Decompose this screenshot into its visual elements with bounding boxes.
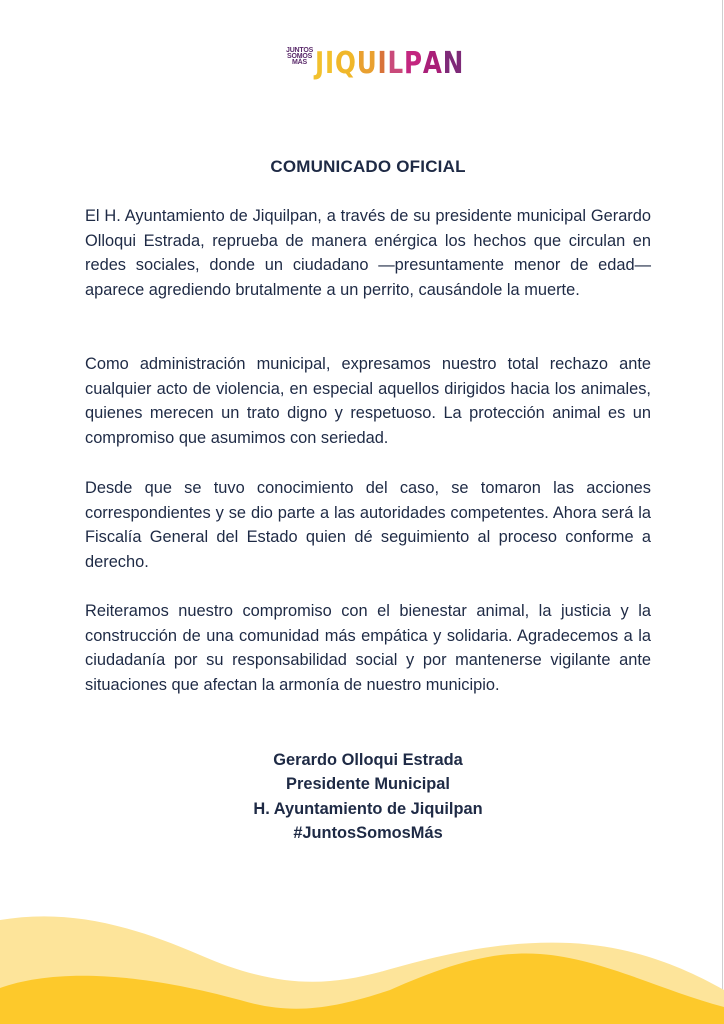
logo-letter: L: [387, 46, 405, 81]
logo-letter: I: [325, 46, 336, 81]
logo-tagline-line: MÁS: [292, 59, 308, 66]
logo-letter: I: [377, 46, 388, 81]
campaign-hashtag: #JuntosSomosMás: [293, 824, 443, 843]
logo-tagline-line: JUNTOS: [286, 47, 314, 54]
logo-letter: A: [422, 46, 443, 81]
logo-letter: J: [315, 46, 326, 81]
signatory-name: Gerardo Olloqui Estrada: [273, 751, 463, 769]
logo-letter: P: [404, 46, 423, 81]
jiquilpan-logo: [286, 40, 465, 81]
document-title: COMUNICADO OFICIAL: [270, 157, 466, 176]
logo-tagline-line: SOMOS: [287, 53, 313, 60]
logo-letter: U: [356, 46, 378, 81]
paragraph-rejection: Como administración municipal, expresamos nuestro total rechazo ante cualquier acto de violencia, en especial aquellos dirigidos hacia los animales, quienes merecen un trato digno y respetuoso. La protección animal es un compromiso que asumimos con seriedad.: [85, 355, 651, 447]
footer-waves: [0, 880, 724, 1024]
paragraph-commitment: Reiteramos nuestro compromiso con el bienestar animal, la justicia y la construcción de una comunidad más empática y solidaria. Agradecemos a la ciudadanía por su responsabilidad social y por mantenerse vigilante ante situaciones que afectan la armonía de nuestro municipio.: [85, 602, 651, 694]
paragraph-actions: Desde que se tuvo conocimiento del caso, se tomaron las acciones correspondientes y se dio parte a las autoridades competentes. Ahora será la Fiscalía General del Estado quien dé seguimiento al proceso conforme a derecho.: [85, 479, 651, 571]
logo-wordmark: [315, 48, 464, 80]
logo-tagline: [286, 48, 313, 66]
signatory-position: Presidente Municipal: [286, 775, 450, 794]
logo-letter: Q: [335, 46, 357, 81]
page-edge-divider: [722, 0, 723, 1024]
signature-block: [0, 748, 724, 846]
logo-letter: N: [442, 46, 465, 81]
paragraph-condemnation: El H. Ayuntamiento de Jiquilpan, a través de su presidente municipal Gerardo Olloqui Estrada, reprueba de manera enérgica los hechos que circulan en redes sociales, donde un ciudadano —presuntamente menor de edad— aparece agrediendo brutalmente a un perrito, causándole la muerte.: [85, 207, 651, 299]
signatory-institution: H. Ayuntamiento de Jiquilpan: [253, 799, 483, 818]
